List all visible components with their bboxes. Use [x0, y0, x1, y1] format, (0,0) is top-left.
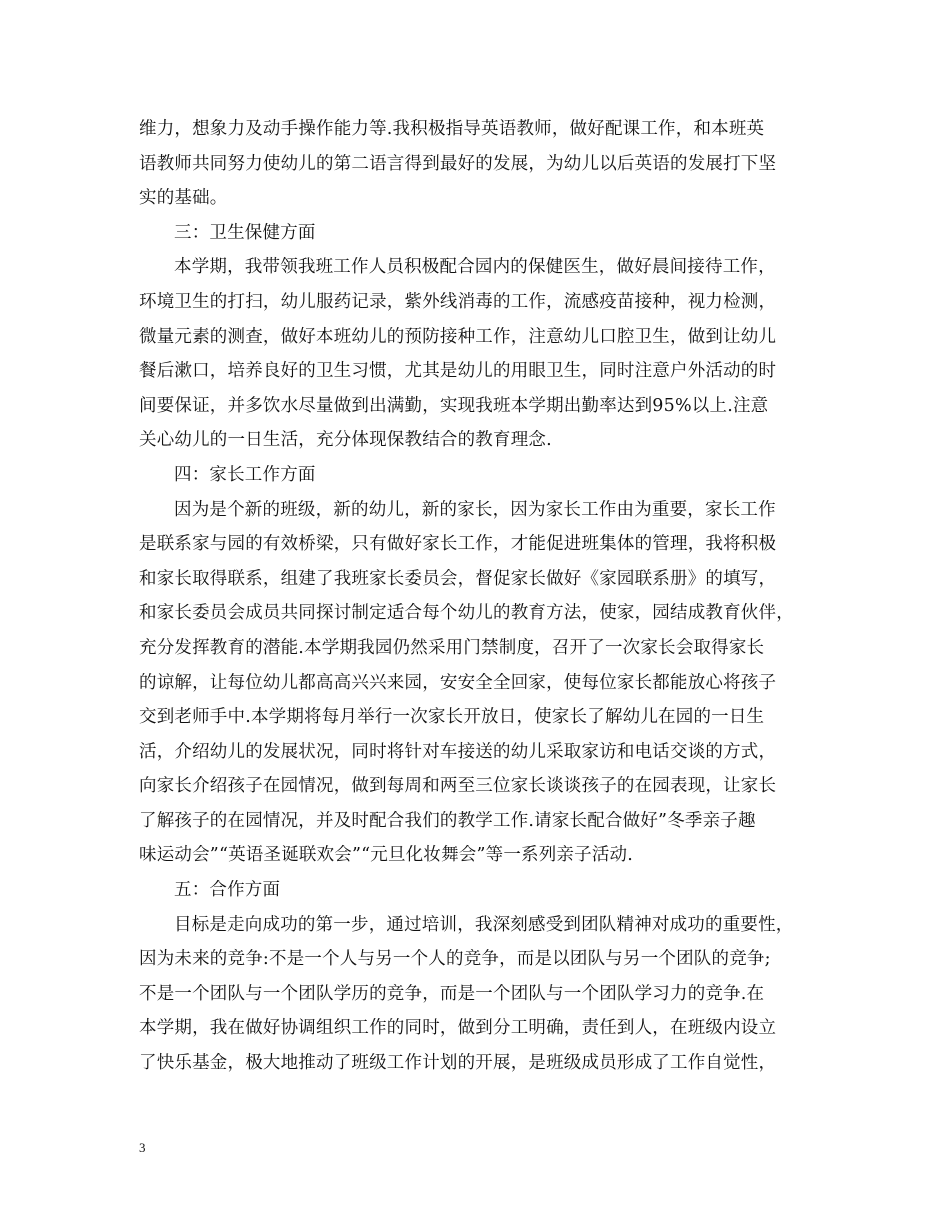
text-line: 交到老师手中.本学期将每月举行一次家长开放日，使家长了解幼儿在园的一日生 [139, 707, 765, 728]
paragraph-start: 本学期，我带领我班工作人员积极配合园内的保健医生，做好晨间接待工作， [174, 257, 776, 278]
text-line: 活，介绍幼儿的发展状况，同时将针对车接送的幼儿采取家访和电话交谈的方式， [139, 741, 777, 762]
page-number: 3 [139, 1140, 146, 1155]
paragraph-start: 目标是走向成功的第一步，通过培训，我深刻感受到团队精神对成功的重要性， [174, 914, 794, 935]
text-line: 充分发挥教育的潜能.本学期我园仍然采用门禁制度，召开了一次家长会取得家长 [139, 637, 765, 658]
body-text [139, 112, 819, 1081]
paragraph-start: 因为是个新的班级，新的幼儿，新的家长，因为家长工作由为重要，家长工作 [174, 499, 776, 520]
text-line: 因为未来的竞争:不是一个人与另一个人的竞争，而是以团队与另一个团队的竞争; [139, 949, 771, 970]
text-line: 的谅解，让每位幼儿都高高兴兴来园，安安全全回家，使每位家长都能放心将孩子 [139, 672, 777, 693]
text-line: 本学期，我在做好协调组织工作的同时，做到分工明确，责任到人，在班级内设立 [139, 1018, 777, 1039]
section-heading: 四：家长工作方面 [174, 464, 316, 485]
text-line: 了快乐基金，极大地推动了班级工作计划的开展，是班级成员形成了工作自觉性， [139, 1053, 777, 1074]
text-line: 维力，想象力及动手操作能力等.我积极指导英语教师，做好配课工作，和本班英 [139, 119, 765, 139]
section-heading: 三：卫生保健方面 [174, 222, 316, 243]
text-line: 味运动会”“英语圣诞联欢会”“元旦化妆舞会”等一系列亲子活动. [139, 845, 633, 866]
text-line: 是联系家与园的有效桥梁，只有做好家长工作，才能促进班集体的管理，我将积极 [139, 534, 777, 555]
text-line: 关心幼儿的一日生活，充分体现保教结合的教育理念. [139, 430, 552, 451]
text-line: 了解孩子的在园情况，并及时配合我们的教学工作.请家长配合做好”冬季亲子趣 [139, 810, 756, 831]
text-line: 间要保证，并多饮水尽量做到出满勤，实现我班本学期出勤率达到95%以上.注意 [139, 395, 769, 416]
text-line: 向家长介绍孩子在园情况，做到每周和两至三位家长谈谈孩子的在园表现，让家长 [139, 776, 777, 797]
text-line: 语教师共同努力使幼儿的第二语言得到最好的发展，为幼儿以后英语的发展打下坚 [139, 153, 777, 174]
text-line: 和家长取得联系，组建了我班家长委员会，督促家长做好《家园联系册》的填写， [139, 568, 777, 589]
text-line: 环境卫生的打扫，幼儿服药记录，紫外线消毒的工作，流感疫苗接种，视力检测， [139, 291, 777, 312]
text-line: 餐后漱口，培养良好的卫生习惯，尤其是幼儿的用眼卫生，同时注意户外活动的时 [139, 361, 777, 382]
section-heading: 五：合作方面 [174, 880, 281, 901]
text-line: 不是一个团队与一个团队学历的竞争，而是一个团队与一个团队学习力的竞争.在 [139, 983, 765, 1004]
text-line: 和家长委员会成员共同探讨制定适合每个幼儿的教育方法，使家，园结成教育伙伴， [139, 603, 794, 624]
text-line: 微量元素的测查，做好本班幼儿的预防接种工作，注意幼儿口腔卫生，做到让幼儿 [139, 326, 777, 347]
text-line: 实的基础。 [139, 188, 228, 209]
